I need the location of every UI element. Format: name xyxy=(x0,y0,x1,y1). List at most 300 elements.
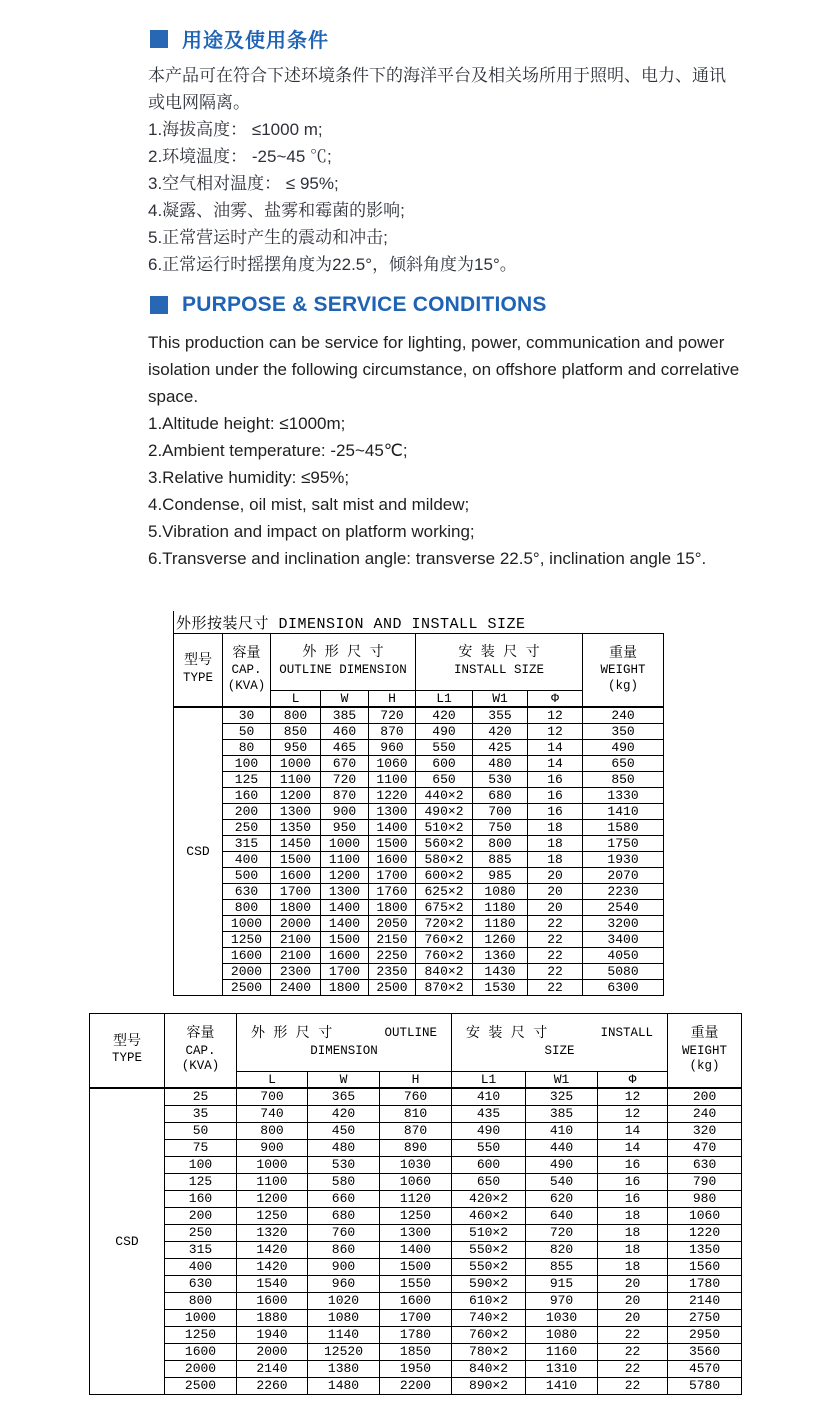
table-cell: 12 xyxy=(598,1106,668,1123)
table-cell: 1030 xyxy=(526,1310,598,1327)
table-cell: 3560 xyxy=(668,1344,742,1361)
table-cell: 125 xyxy=(165,1174,237,1191)
table-cell: 1940 xyxy=(237,1327,308,1344)
table-cell: 22 xyxy=(528,964,583,980)
table-cell: 14 xyxy=(598,1140,668,1157)
table-cell: 510×2 xyxy=(452,1225,526,1242)
table-row xyxy=(174,772,664,788)
table-cell: 1030 xyxy=(380,1157,452,1174)
table-cell: 650 xyxy=(583,756,664,772)
table-row xyxy=(90,1378,742,1395)
table-cell: 18 xyxy=(528,820,583,836)
table-cell: 20 xyxy=(598,1293,668,1310)
table-cell: 800 xyxy=(473,836,528,852)
table-cell: 2070 xyxy=(583,868,664,884)
table-cell: 6300 xyxy=(583,980,664,996)
table-cell: 650 xyxy=(452,1174,526,1191)
header-install-size: 安 装 尺 寸 INSTALL SIZE xyxy=(452,1014,668,1072)
table-row xyxy=(174,707,664,724)
table-cell: 640 xyxy=(526,1208,598,1225)
table-cell: 1400 xyxy=(380,1242,452,1259)
table-cell: 435 xyxy=(452,1106,526,1123)
table-cell: 490 xyxy=(583,740,664,756)
table-cell: 2400 xyxy=(271,980,321,996)
table-cell: 465 xyxy=(321,740,369,756)
table-cell: 1600 xyxy=(237,1293,308,1310)
table-cell: 1800 xyxy=(321,980,369,996)
table-row xyxy=(174,740,664,756)
table-cell: 2100 xyxy=(271,932,321,948)
table-cell: 350 xyxy=(583,724,664,740)
table-row xyxy=(90,1327,742,1344)
table-row xyxy=(90,1191,742,1208)
table-cell: 1300 xyxy=(369,804,416,820)
table-cell: 550 xyxy=(452,1140,526,1157)
table-cell: 885 xyxy=(473,852,528,868)
table-cell: 970 xyxy=(526,1293,598,1310)
table-cell: 1500 xyxy=(321,932,369,948)
table-cell: 530 xyxy=(473,772,528,788)
table-cell: 1850 xyxy=(380,1344,452,1361)
type-cell: CSD xyxy=(90,1088,165,1395)
table-cell: 385 xyxy=(321,707,369,724)
header-L: L xyxy=(237,1072,308,1089)
table-cell: 950 xyxy=(271,740,321,756)
table-cell: 1300 xyxy=(271,804,321,820)
table-cell: 800 xyxy=(223,900,271,916)
condition-item-cn: 4.凝露、油雾、盐雾和霉菌的影响; xyxy=(148,201,405,220)
table-cell: 20 xyxy=(528,900,583,916)
table-cell: 1250 xyxy=(237,1208,308,1225)
table-cell: 590×2 xyxy=(452,1276,526,1293)
table-cell: 5080 xyxy=(583,964,664,980)
table-cell: 2500 xyxy=(165,1378,237,1395)
table-cell: 1600 xyxy=(321,948,369,964)
table1-title xyxy=(173,611,663,633)
table-row xyxy=(174,724,664,740)
table-cell: 1540 xyxy=(237,1276,308,1293)
table-cell: 420 xyxy=(308,1106,380,1123)
header-phi: Φ xyxy=(598,1072,668,1089)
table-cell: 2150 xyxy=(369,932,416,948)
table-cell: 14 xyxy=(528,756,583,772)
section-title-en: PURPOSE & SERVICE CONDITIONS xyxy=(182,293,547,316)
table-cell: 20 xyxy=(528,868,583,884)
table-row xyxy=(90,1225,742,1242)
table-row xyxy=(174,756,664,772)
condition-item-cn: 1.海拔高度： ≤1000 m; xyxy=(148,120,323,139)
table-cell: 490 xyxy=(452,1123,526,1140)
table-cell: 16 xyxy=(528,804,583,820)
table-cell: 240 xyxy=(583,707,664,724)
table-cell: 840×2 xyxy=(416,964,473,980)
table-cell: 600 xyxy=(416,756,473,772)
table-cell: 2000 xyxy=(271,916,321,932)
table-cell: 1500 xyxy=(380,1259,452,1276)
table-cell: 660 xyxy=(308,1191,380,1208)
table-cell: 355 xyxy=(473,707,528,724)
condition-item-en: 6.Transverse and inclination angle: transverse 22.5°, inclination angle 15°. xyxy=(148,549,707,568)
table-cell: 510×2 xyxy=(416,820,473,836)
table-cell: 1220 xyxy=(668,1225,742,1242)
table-cell: 250 xyxy=(165,1225,237,1242)
table-cell: 2350 xyxy=(369,964,416,980)
table-cell: 550×2 xyxy=(452,1259,526,1276)
header-type: 型号 TYPE xyxy=(174,634,223,708)
table-cell: 1100 xyxy=(369,772,416,788)
table-cell: 1500 xyxy=(271,852,321,868)
table-row xyxy=(90,1123,742,1140)
paragraph-cn: 本产品可在符合下述环境条件下的海洋平台及相关场所用于照明、电力、通讯或电网隔离。 xyxy=(148,66,726,112)
table-cell: 16 xyxy=(598,1174,668,1191)
table-row xyxy=(174,916,664,932)
table-cell: 425 xyxy=(473,740,528,756)
table-cell: 860 xyxy=(308,1242,380,1259)
table-cell: 1080 xyxy=(473,884,528,900)
table-cell: 2140 xyxy=(237,1361,308,1378)
table-row xyxy=(174,820,664,836)
table-cell: 325 xyxy=(526,1088,598,1106)
table-cell: 12 xyxy=(528,724,583,740)
table-cell: 2750 xyxy=(668,1310,742,1327)
table-cell: 1400 xyxy=(321,916,369,932)
table-cell: 80 xyxy=(223,740,271,756)
table-cell: 1420 xyxy=(237,1242,308,1259)
section-header-en xyxy=(150,293,547,317)
table-cell: 18 xyxy=(598,1208,668,1225)
table-cell: 1120 xyxy=(380,1191,452,1208)
table-row xyxy=(90,1293,742,1310)
table-row xyxy=(174,804,664,820)
header-H: H xyxy=(369,691,416,708)
header-install-size: 安 装 尺 寸 INSTALL SIZE xyxy=(416,634,583,691)
table-cell: 1380 xyxy=(308,1361,380,1378)
table-cell: 760×2 xyxy=(416,948,473,964)
section-bullet-icon xyxy=(150,30,168,48)
table-cell: 550 xyxy=(416,740,473,756)
table-row xyxy=(174,980,664,996)
table-row xyxy=(174,884,664,900)
table-row xyxy=(90,1361,742,1378)
table-cell: 580 xyxy=(308,1174,380,1191)
table-cell: 14 xyxy=(528,740,583,756)
table-row xyxy=(90,1310,742,1327)
header-W: W xyxy=(308,1072,380,1089)
table-cell: 720×2 xyxy=(416,916,473,932)
table-cell: 2140 xyxy=(668,1293,742,1310)
header-L1: L1 xyxy=(416,691,473,708)
table-row xyxy=(90,1208,742,1225)
table-cell: 500 xyxy=(223,868,271,884)
table-cell: 1260 xyxy=(473,932,528,948)
table-cell: 855 xyxy=(526,1259,598,1276)
table-cell: 680 xyxy=(473,788,528,804)
table-cell: 2500 xyxy=(369,980,416,996)
table-cell: 22 xyxy=(598,1344,668,1361)
table-cell: 1560 xyxy=(668,1259,742,1276)
table-cell: 1200 xyxy=(237,1191,308,1208)
section-body-cn xyxy=(148,62,733,278)
section-title-cn: 用途及使用条件 xyxy=(182,30,329,52)
condition-item-cn: 3.空气相对温度： ≤ 95%; xyxy=(148,174,339,193)
table-cell: 1700 xyxy=(369,868,416,884)
table-cell: 1200 xyxy=(271,788,321,804)
table-cell: 1760 xyxy=(369,884,416,900)
header-capacity: 容量 CAP. (KVA) xyxy=(223,634,271,708)
table-cell: 200 xyxy=(223,804,271,820)
header-L: L xyxy=(271,691,321,708)
table-cell: 1250 xyxy=(165,1327,237,1344)
table-cell: 20 xyxy=(598,1276,668,1293)
table-cell: 2250 xyxy=(369,948,416,964)
header-outline-dimension: 外 形 尺 寸 OUTLINE DIMENSION xyxy=(271,634,416,691)
table-cell: 200 xyxy=(165,1208,237,1225)
header-H: H xyxy=(380,1072,452,1089)
table-cell: 1300 xyxy=(321,884,369,900)
table-row xyxy=(174,788,664,804)
table-cell: 50 xyxy=(165,1123,237,1140)
table-cell: 1600 xyxy=(271,868,321,884)
table-cell: 870 xyxy=(321,788,369,804)
table-cell: 35 xyxy=(165,1106,237,1123)
table-cell: 760 xyxy=(308,1225,380,1242)
table-cell: 900 xyxy=(237,1140,308,1157)
table-cell: 680 xyxy=(308,1208,380,1225)
table-row xyxy=(90,1174,742,1191)
table-cell: 410 xyxy=(526,1123,598,1140)
table-cell: 1060 xyxy=(369,756,416,772)
table-cell: 420×2 xyxy=(452,1191,526,1208)
table-cell: 1330 xyxy=(583,788,664,804)
table-cell: 1350 xyxy=(271,820,321,836)
table-cell: 18 xyxy=(598,1225,668,1242)
table-cell: 1310 xyxy=(526,1361,598,1378)
table-cell: 720 xyxy=(526,1225,598,1242)
table-cell: 790 xyxy=(668,1174,742,1191)
section-bullet-icon xyxy=(150,296,168,314)
section-header-cn xyxy=(150,24,329,53)
header-type: 型号 TYPE xyxy=(90,1014,165,1089)
table-row xyxy=(90,1259,742,1276)
table-cell: 1500 xyxy=(369,836,416,852)
table-cell: 840×2 xyxy=(452,1361,526,1378)
table-cell: 240 xyxy=(668,1106,742,1123)
table-cell: 1000 xyxy=(237,1157,308,1174)
table-cell: 440×2 xyxy=(416,788,473,804)
table-cell: 1100 xyxy=(271,772,321,788)
table-cell: 1220 xyxy=(369,788,416,804)
table-cell: 800 xyxy=(271,707,321,724)
table-cell: 22 xyxy=(598,1378,668,1395)
condition-item-en: 2.Ambient temperature: -25~45℃; xyxy=(148,441,408,460)
table-cell: 580×2 xyxy=(416,852,473,868)
table-cell: 160 xyxy=(165,1191,237,1208)
table-cell: 980 xyxy=(668,1191,742,1208)
header-W1: W1 xyxy=(473,691,528,708)
table-cell: 1360 xyxy=(473,948,528,964)
condition-item-en: 3.Relative humidity: ≤95%; xyxy=(148,468,350,487)
table-cell: 915 xyxy=(526,1276,598,1293)
table-cell: 1700 xyxy=(321,964,369,980)
table-cell: 250 xyxy=(223,820,271,836)
table-cell: 1300 xyxy=(380,1225,452,1242)
table-cell: 2260 xyxy=(237,1378,308,1395)
table-cell: 1250 xyxy=(223,932,271,948)
paragraph-en: This production can be service for lighting, power, communication and power isolation under the following circumstance, on offshore platform and correlative space. xyxy=(148,333,740,406)
table-cell: 460 xyxy=(321,724,369,740)
table-cell: 400 xyxy=(223,852,271,868)
table-row xyxy=(174,932,664,948)
table-cell: 16 xyxy=(528,772,583,788)
table-cell: 160 xyxy=(223,788,271,804)
table-cell: 1080 xyxy=(526,1327,598,1344)
table-cell: 365 xyxy=(308,1088,380,1106)
table-cell: 470 xyxy=(668,1140,742,1157)
table-cell: 1780 xyxy=(668,1276,742,1293)
table-cell: 2000 xyxy=(165,1361,237,1378)
table-cell: 1930 xyxy=(583,852,664,868)
table-cell: 4050 xyxy=(583,948,664,964)
table-row xyxy=(174,852,664,868)
table-cell: 490 xyxy=(526,1157,598,1174)
table-cell: 12 xyxy=(598,1088,668,1106)
table-cell: 890 xyxy=(380,1140,452,1157)
table-cell: 1000 xyxy=(321,836,369,852)
table-cell: 1020 xyxy=(308,1293,380,1310)
table-cell: 675×2 xyxy=(416,900,473,916)
header-L1: L1 xyxy=(452,1072,526,1089)
table-cell: 670 xyxy=(321,756,369,772)
table-cell: 800 xyxy=(237,1123,308,1140)
table-cell: 890×2 xyxy=(452,1378,526,1395)
table-cell: 450 xyxy=(308,1123,380,1140)
table-cell: 1250 xyxy=(380,1208,452,1225)
table-cell: 22 xyxy=(528,948,583,964)
table-cell: 870×2 xyxy=(416,980,473,996)
table-cell: 1750 xyxy=(583,836,664,852)
table-cell: 1400 xyxy=(369,820,416,836)
table-cell: 1420 xyxy=(237,1259,308,1276)
table-cell: 1000 xyxy=(223,916,271,932)
table-cell: 420 xyxy=(473,724,528,740)
table-cell: 1600 xyxy=(380,1293,452,1310)
table-cell: 625×2 xyxy=(416,884,473,900)
table-cell: 530 xyxy=(308,1157,380,1174)
table-cell: 1060 xyxy=(380,1174,452,1191)
table-cell: 780×2 xyxy=(452,1344,526,1361)
table-cell: 12 xyxy=(528,707,583,724)
table-cell: 1450 xyxy=(271,836,321,852)
header-W: W xyxy=(321,691,369,708)
table-cell: 560×2 xyxy=(416,836,473,852)
table-cell: 720 xyxy=(369,707,416,724)
table-cell: 1060 xyxy=(668,1208,742,1225)
table-cell: 18 xyxy=(528,852,583,868)
table-cell: 420 xyxy=(416,707,473,724)
table-cell: 2100 xyxy=(271,948,321,964)
table-cell: 1700 xyxy=(271,884,321,900)
table-cell: 810 xyxy=(380,1106,452,1123)
header-capacity: 容量 CAP. (KVA) xyxy=(165,1014,237,1089)
table-cell: 1100 xyxy=(321,852,369,868)
table-cell: 385 xyxy=(526,1106,598,1123)
condition-item-cn: 6.正常运行时摇摆角度为22.5°，倾斜角度为15°。 xyxy=(148,255,517,274)
table-cell: 1400 xyxy=(321,900,369,916)
table-cell: 870 xyxy=(369,724,416,740)
table-cell: 30 xyxy=(223,707,271,724)
table-cell: 1550 xyxy=(380,1276,452,1293)
type-cell: CSD xyxy=(174,707,223,996)
table-cell: 2000 xyxy=(223,964,271,980)
table-cell: 1950 xyxy=(380,1361,452,1378)
table-cell: 1200 xyxy=(321,868,369,884)
table-cell: 960 xyxy=(308,1276,380,1293)
condition-item-en: 4.Condense, oil mist, salt mist and mildew; xyxy=(148,495,470,514)
table-cell: 2540 xyxy=(583,900,664,916)
table-cell: 850 xyxy=(271,724,321,740)
condition-item-cn: 2.环境温度： -25~45 ℃; xyxy=(148,147,332,166)
table-cell: 750 xyxy=(473,820,528,836)
table-cell: 1600 xyxy=(165,1344,237,1361)
table-cell: 1350 xyxy=(668,1242,742,1259)
table-row xyxy=(174,948,664,964)
table-cell: 125 xyxy=(223,772,271,788)
table-cell: 740 xyxy=(237,1106,308,1123)
table-cell: 1100 xyxy=(237,1174,308,1191)
table-cell: 480 xyxy=(473,756,528,772)
table-cell: 200 xyxy=(668,1088,742,1106)
table-cell: 20 xyxy=(598,1310,668,1327)
table-cell: 950 xyxy=(321,820,369,836)
table-cell: 1140 xyxy=(308,1327,380,1344)
table-cell: 2230 xyxy=(583,884,664,900)
table-cell: 20 xyxy=(528,884,583,900)
dimension-table-2 xyxy=(89,1013,742,1395)
header-outline-dimension: 外 形 尺 寸 OUTLINE DIMENSION xyxy=(237,1014,452,1072)
table-cell: 540 xyxy=(526,1174,598,1191)
table-cell: 760×2 xyxy=(416,932,473,948)
dimension-table-1 xyxy=(173,633,664,996)
table-cell: 1430 xyxy=(473,964,528,980)
table-row xyxy=(174,868,664,884)
table-cell: 1160 xyxy=(526,1344,598,1361)
table-cell: 22 xyxy=(598,1327,668,1344)
table-cell: 600×2 xyxy=(416,868,473,884)
condition-item-en: 1.Altitude height: ≤1000m; xyxy=(148,414,346,433)
table-cell: 1410 xyxy=(583,804,664,820)
table-cell: 2500 xyxy=(223,980,271,996)
table-cell: 1180 xyxy=(473,916,528,932)
table-cell: 3400 xyxy=(583,932,664,948)
table-cell: 50 xyxy=(223,724,271,740)
table-cell: 985 xyxy=(473,868,528,884)
table1-title-text: 外形按装尺寸 DIMENSION AND INSTALL SIZE xyxy=(176,616,526,633)
table-cell: 1000 xyxy=(165,1310,237,1327)
table-cell: 1480 xyxy=(308,1378,380,1395)
table-cell: 900 xyxy=(308,1259,380,1276)
table-row xyxy=(174,964,664,980)
table-cell: 850 xyxy=(583,772,664,788)
table-header-row xyxy=(90,1014,742,1072)
table-cell: 1880 xyxy=(237,1310,308,1327)
table-cell: 630 xyxy=(165,1276,237,1293)
header-weight: 重量 WEIGHT (kg) xyxy=(668,1014,742,1089)
table-cell: 870 xyxy=(380,1123,452,1140)
table-cell: 75 xyxy=(165,1140,237,1157)
table-cell: 1580 xyxy=(583,820,664,836)
table-cell: 490×2 xyxy=(416,804,473,820)
table-cell: 490 xyxy=(416,724,473,740)
